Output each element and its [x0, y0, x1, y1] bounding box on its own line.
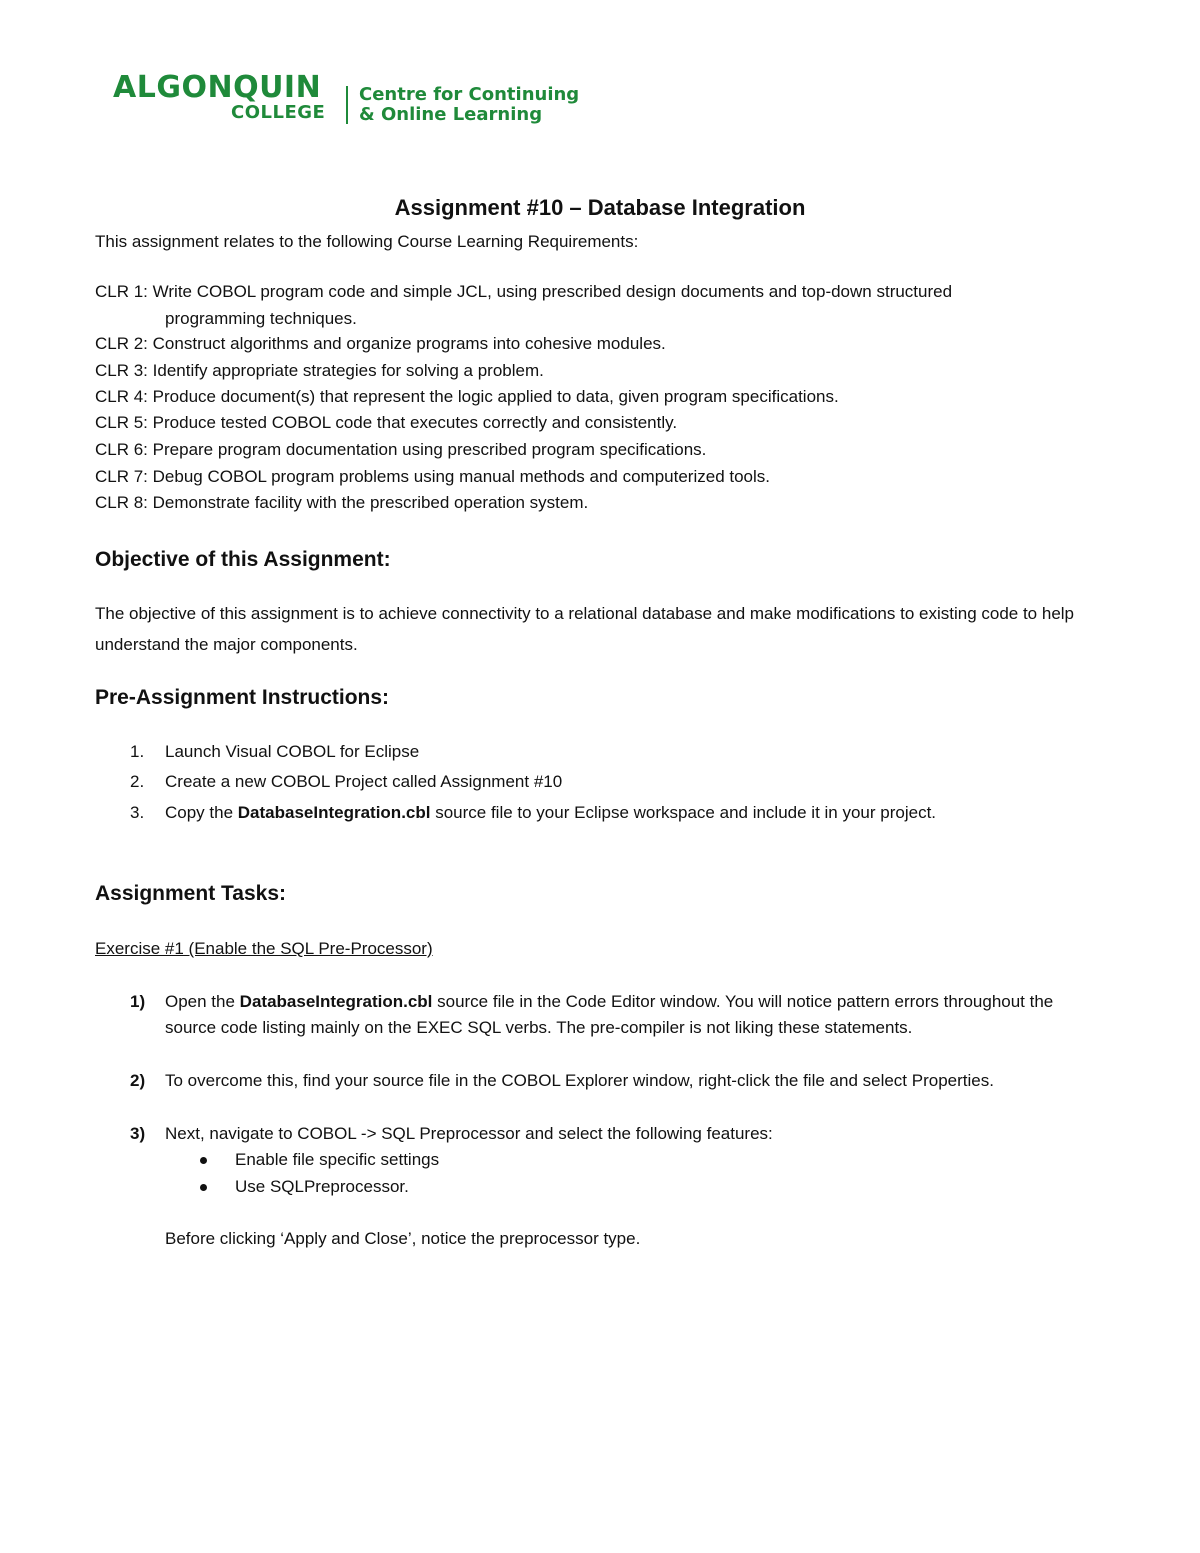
step-number: 2) [130, 1071, 146, 1090]
assignment-tasks-heading: Assignment Tasks: [95, 882, 286, 905]
clr-item [95, 386, 839, 408]
logo-tagline-line2: & Online Learning [359, 104, 543, 125]
clr-item [95, 281, 952, 330]
document-title: Assignment #10 – Database Integration [394, 195, 806, 220]
pre-assignment-item [130, 771, 562, 793]
item-number: 1. [130, 742, 145, 761]
clr-text: Write COBOL program code and simple JCL, using prescribed design documents and top-down structured [152, 282, 953, 301]
clr-text: Produce tested COBOL code that executes correctly and consistently. [152, 413, 678, 432]
item-number: 2. [130, 772, 145, 791]
clr-text: Produce document(s) that represent the logic applied to data, given program specifications. [152, 387, 839, 406]
feature-bullet [200, 1176, 409, 1198]
task-step [130, 1068, 1090, 1094]
clr-item [95, 333, 666, 355]
clr-label: CLR 6: [95, 440, 148, 459]
step-number: 3) [130, 1124, 146, 1143]
clr-item [95, 466, 770, 488]
clr-item [95, 492, 588, 514]
clr-item [95, 439, 706, 461]
clr-text: Debug COBOL program problems using manual methods and computerized tools. [152, 467, 771, 486]
logo-divider [346, 86, 348, 124]
item-text: Launch Visual COBOL for Eclipse [165, 742, 420, 761]
clr-text-continued: programming techniques. [165, 309, 357, 328]
task-step [130, 1121, 1090, 1147]
objective-text: The objective of this assignment is to achieve connectivity to a relational database and make modifications to existing code to help understand the major components. [95, 604, 1075, 654]
item-text: source file to your Eclipse workspace and include it in your project. [430, 803, 937, 822]
clr-label: CLR 5: [95, 413, 148, 432]
intro-text: This assignment relates to the following Course Learning Requirements: [95, 232, 639, 251]
clr-label: CLR 7: [95, 467, 148, 486]
clr-text: Construct algorithms and organize programs into cohesive modules. [152, 334, 666, 353]
bullet-text: Use SQLPreprocessor. [235, 1177, 409, 1196]
clr-label: CLR 1: [95, 282, 148, 301]
clr-item [95, 360, 544, 382]
step-text: To overcome this, find your source file in the COBOL Explorer window, right-click the file and select Properties. [165, 1071, 994, 1090]
step-number: 1) [130, 992, 146, 1011]
pre-assignment-item [130, 741, 419, 763]
logo-wordmark: ALGONQUIN [113, 70, 322, 105]
bullet-dot-icon [200, 1157, 207, 1164]
step-text: source file in the Code Editor window. You will notice pattern errors throughout the source code listing mainly on the EXEC SQL verbs. The pre-compiler is not liking these statements. [165, 992, 1054, 1037]
logo-college: COLLEGE [231, 102, 326, 123]
clr-text: Prepare program documentation using prescribed program specifications. [152, 440, 707, 459]
logo-tagline-line1: Centre for Continuing [359, 84, 580, 105]
item-filename: DatabaseIntegration.cbl [237, 803, 431, 822]
step-text: Open the [165, 992, 240, 1011]
step-filename: DatabaseIntegration.cbl [239, 992, 433, 1011]
clr-item [95, 412, 677, 434]
preprocessor-note: Before clicking ‘Apply and Close’, notice the preprocessor type. [165, 1229, 641, 1248]
bullet-dot-icon [200, 1184, 207, 1191]
pre-assignment-item [130, 802, 936, 824]
exercise-title: Exercise #1 (Enable the SQL Pre-Processor) [95, 939, 433, 958]
pre-assignment-heading: Pre-Assignment Instructions: [95, 686, 390, 709]
objective-heading: Objective of this Assignment: [95, 548, 391, 571]
clr-text: Demonstrate facility with the prescribed operation system. [152, 493, 589, 512]
feature-bullet [200, 1149, 439, 1171]
item-text: Create a new COBOL Project called Assignment #10 [165, 772, 563, 791]
step-text: Next, navigate to COBOL -> SQL Preprocessor and select the following features: [165, 1124, 773, 1143]
item-number: 3. [130, 803, 145, 822]
item-text: Copy the [165, 803, 238, 822]
clr-label: CLR 4: [95, 387, 148, 406]
task-step [130, 989, 1090, 1041]
clr-text: Identify appropriate strategies for solving a problem. [152, 361, 544, 380]
clr-label: CLR 8: [95, 493, 148, 512]
bullet-text: Enable file specific settings [235, 1150, 440, 1169]
clr-label: CLR 2: [95, 334, 148, 353]
clr-label: CLR 3: [95, 361, 148, 380]
